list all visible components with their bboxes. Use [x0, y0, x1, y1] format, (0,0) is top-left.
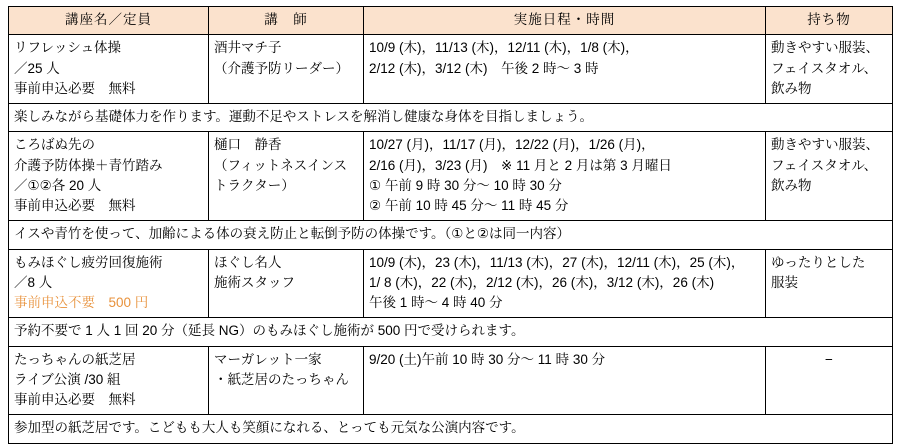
note-cell: イスや青竹を使って、加齢による体の衰え防止と転倒予防の体操です。（①と②は同一内容）: [9, 221, 893, 249]
course-fee-line: 事前申込必要 無料: [14, 392, 136, 407]
teacher-line: ほぐし名人: [214, 254, 282, 270]
column-header-bring: 持ち物: [766, 7, 893, 35]
teacher-line: マーガレット一家: [214, 351, 322, 367]
schedule-line: 10/9 (木)，11/13 (木)，12/11 (木)，1/8 (木)，: [369, 40, 639, 56]
schedule-line: 1/ 8 (木)，22 (木)，2/12 (木)，26 (木)，3/12 (木)，26 (木): [369, 274, 715, 290]
teacher-line: 施術スタッフ: [214, 274, 295, 290]
bring-cell: [766, 249, 893, 318]
teacher-line: （フィットネスインス: [214, 157, 348, 173]
teacher-line: （介護予防リーダー）: [214, 60, 349, 76]
table-body: [9, 35, 893, 443]
bring-line: 服装: [771, 274, 798, 290]
bring-line: フェイスタオル、: [771, 157, 878, 173]
note-cell: 楽しみながら基礎体力を作ります。運動不足やストレスを解消し健康な身体を目指しましょう。: [9, 104, 893, 132]
column-header-teacher: 講 師: [209, 7, 364, 35]
course-fee-line: 事前申込不要 500 円: [14, 295, 149, 310]
bring-cell: [766, 132, 893, 221]
table-row: [9, 132, 893, 221]
note-row: [9, 221, 893, 249]
schedule-cell: [364, 346, 766, 415]
teacher-line: 樋口 静香: [214, 137, 282, 153]
column-header-course: 講座名／定員: [9, 7, 209, 35]
course-line: ライブ公演 /30 組: [14, 371, 121, 387]
course-line: ／8 人: [14, 274, 53, 290]
bring-line: ゆったりとした: [771, 254, 866, 270]
teacher-cell: [209, 35, 364, 104]
note-row: [9, 318, 893, 346]
note-row: [9, 415, 893, 443]
teacher-cell: [209, 249, 364, 318]
schedule-line: ② 午前 10 時 45 分～ 11 時 45 分: [369, 198, 569, 213]
schedule-line: 10/9 (木)，23 (木)，11/13 (木)，27 (木)，12/11 (木)，25 (木)，: [369, 254, 745, 270]
schedule-line: 2/16 (月)，3/23 (月) ※ 11 月と 2 月は第 3 月曜日: [369, 157, 672, 173]
schedule-line: 9/20 (土)午前 10 時 30 分～ 11 時 30 分: [369, 351, 606, 367]
note-row: [9, 104, 893, 132]
teacher-cell: [209, 132, 364, 221]
header-row: [9, 7, 893, 35]
bring-cell: −: [766, 346, 893, 415]
course-fee-line: 事前申込必要 無料: [14, 198, 136, 213]
schedule-line: 午後 1 時～ 4 時 40 分: [369, 295, 503, 310]
course-line: ころばぬ先の: [14, 137, 95, 153]
course-cell: [9, 132, 209, 221]
schedule-line: 10/27 (月)，11/17 (月)，12/22 (月)，1/26 (月)，: [369, 137, 655, 153]
schedule-cell: [364, 249, 766, 318]
table-header: [9, 7, 893, 35]
course-fee-line: 事前申込必要 無料: [14, 80, 136, 96]
bring-line: 飲み物: [771, 177, 812, 193]
note-cell: 参加型の紙芝居です。こどもも大人も笑顔になれる、とっても元気な公演内容です。: [9, 415, 893, 443]
schedule-line: ① 午前 9 時 30 分～ 10 時 30 分: [369, 177, 562, 193]
course-line: リフレッシュ体操: [14, 40, 122, 56]
note-cell: 予約不要で 1 人 1 回 20 分（延長 NG）のもみほぐし施術が 500 円で受けられます。: [9, 318, 893, 346]
schedule-cell: [364, 132, 766, 221]
course-cell: [9, 35, 209, 104]
table-row: [9, 346, 893, 415]
course-line: もみほぐし疲労回復施術: [14, 254, 163, 270]
bring-line: 動きやすい服装、: [771, 137, 879, 153]
course-cell: [9, 249, 209, 318]
schedule-cell: [364, 35, 766, 104]
course-cell: [9, 346, 209, 415]
bring-line: 飲み物: [771, 80, 812, 96]
course-line: たっちゃんの紙芝居: [14, 351, 136, 367]
column-header-schedule: 実施日程・時間: [364, 7, 766, 35]
table-row: [9, 35, 893, 104]
teacher-line: トラクター）: [214, 177, 295, 193]
bring-line: 動きやすい服装、: [771, 40, 879, 56]
course-line: ／25 人: [14, 60, 60, 76]
course-line: ／①②各 20 人: [14, 177, 102, 193]
course-line: 介護予防体操＋青竹踏み: [14, 157, 163, 173]
schedule-line: 2/12 (木)，3/12 (木) 午後 2 時～ 3 時: [369, 60, 599, 76]
bring-line: フェイスタオル、: [771, 60, 878, 76]
teacher-cell: [209, 346, 364, 415]
schedule-table: [8, 6, 893, 444]
teacher-line: 酒井マチ子: [214, 40, 282, 56]
teacher-line: ・紙芝居のたっちゃん: [214, 371, 349, 387]
bring-cell: [766, 35, 893, 104]
table-row: [9, 249, 893, 318]
